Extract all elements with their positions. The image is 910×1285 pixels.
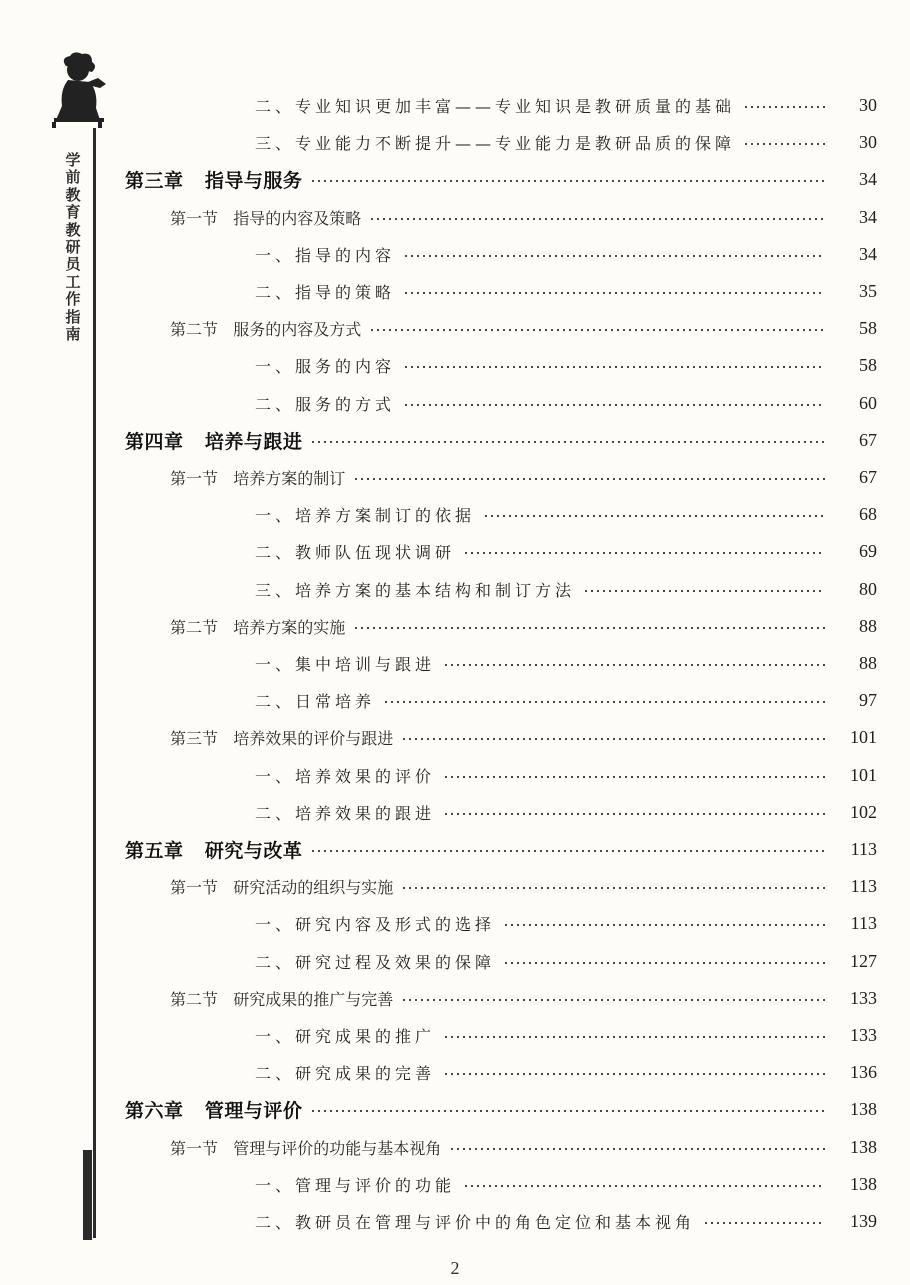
dot-leader	[403, 403, 825, 407]
toc-entry-title: 第五章 研究与改革	[125, 839, 303, 862]
toc-page-number: 34	[859, 243, 877, 264]
toc-page-number: 88	[859, 652, 877, 673]
toc-section	[0, 1130, 910, 1164]
toc-section	[0, 869, 910, 903]
toc-section	[0, 720, 910, 754]
dot-leader	[369, 217, 825, 221]
dot-leader	[463, 551, 825, 555]
toc-page-number: 69	[859, 540, 877, 561]
toc-page-number: 139	[850, 1210, 877, 1231]
toc-section	[0, 460, 910, 494]
toc-page-number: 102	[850, 801, 877, 822]
toc-page-number: 68	[859, 503, 877, 524]
dot-leader	[449, 1147, 825, 1151]
dot-leader	[403, 365, 825, 369]
dot-leader	[443, 663, 825, 667]
toc-page-number: 138	[850, 1173, 877, 1194]
toc-entry-title: 第三章 指导与服务	[125, 169, 303, 192]
toc-entry-title: 二、指导的策略	[255, 282, 396, 302]
toc-page-number: 35	[859, 280, 877, 301]
toc-section	[0, 200, 910, 234]
toc-item	[0, 348, 910, 382]
toc-section	[0, 311, 910, 345]
dot-leader	[403, 254, 825, 258]
toc-page-number: 97	[859, 689, 877, 710]
dot-leader	[310, 179, 825, 183]
toc-entry-title: 二、日常培养	[255, 691, 376, 711]
toc-page-number: 138	[850, 1098, 877, 1119]
toc-page-number: 30	[859, 131, 877, 152]
dot-leader	[401, 886, 825, 890]
toc-item	[0, 534, 910, 568]
toc-page-number: 67	[859, 429, 877, 450]
toc-entry-title: 第三节 培养效果的评价与跟进	[170, 728, 394, 748]
toc-item	[0, 1018, 910, 1052]
toc-chapter	[0, 832, 910, 866]
toc-entry-title: 一、研究成果的推广	[255, 1026, 436, 1046]
toc-item	[0, 274, 910, 308]
toc-entry-title: 第二节 培养方案的实施	[170, 617, 346, 637]
toc-section	[0, 981, 910, 1015]
toc-page-number: 60	[859, 392, 877, 413]
toc-entry-title: 二、研究成果的完善	[255, 1063, 436, 1083]
toc-page-number: 133	[850, 1024, 877, 1045]
book-title: 学前教育教研员工作指南	[65, 151, 81, 344]
toc-page-number: 136	[850, 1061, 877, 1082]
toc-entry-title: 第一节 研究活动的组织与实施	[170, 877, 394, 897]
toc-entry-title: 第一节 指导的内容及策略	[170, 208, 362, 228]
dot-leader	[353, 477, 825, 481]
toc-chapter	[0, 423, 910, 457]
dot-leader	[383, 700, 825, 704]
toc-page-number: 133	[850, 987, 877, 1008]
toc-section	[0, 609, 910, 643]
toc-item	[0, 906, 910, 940]
dot-leader	[310, 1109, 825, 1113]
toc-item	[0, 1167, 910, 1201]
toc-item	[0, 88, 910, 122]
toc-entry-title: 二、服务的方式	[255, 394, 396, 414]
toc-page-number: 88	[859, 615, 877, 636]
toc-item	[0, 1204, 910, 1238]
toc-page-number: 58	[859, 354, 877, 375]
dot-leader	[503, 961, 825, 965]
toc-entry-title: 三、专业能力不断提升——专业能力是教研品质的保障	[255, 133, 736, 153]
toc-page-number: 30	[859, 94, 877, 115]
toc-page-number: 34	[859, 206, 877, 227]
toc-item	[0, 572, 910, 606]
toc-item	[0, 646, 910, 680]
toc-item	[0, 683, 910, 717]
toc-entry-title: 二、研究过程及效果的保障	[255, 952, 496, 972]
toc-entry-title: 第四章 培养与跟进	[125, 430, 303, 453]
dot-leader	[310, 849, 825, 853]
dot-leader	[401, 737, 825, 741]
dot-leader	[443, 1035, 825, 1039]
dot-leader	[463, 1184, 825, 1188]
toc-page-number: 101	[850, 726, 877, 747]
toc-entry-title: 一、集中培训与跟进	[255, 654, 436, 674]
toc-entry-title: 三、培养方案的基本结构和制订方法	[255, 580, 576, 600]
toc-page-number: 113	[850, 912, 877, 933]
toc-entry-title: 二、专业知识更加丰富——专业知识是教研质量的基础	[255, 96, 736, 116]
toc-entry-title: 一、培养效果的评价	[255, 766, 436, 786]
dot-leader	[443, 1072, 825, 1076]
dot-leader	[443, 812, 825, 816]
toc-item	[0, 758, 910, 792]
toc-item	[0, 125, 910, 159]
toc-entry-title: 一、研究内容及形式的选择	[255, 914, 496, 934]
toc-chapter	[0, 1092, 910, 1126]
dot-leader	[483, 514, 825, 518]
dot-leader	[443, 775, 825, 779]
toc-entry-title: 第二节 服务的内容及方式	[170, 319, 362, 339]
toc-entry-title: 第六章 管理与评价	[125, 1099, 303, 1122]
toc-entry-title: 第一节 管理与评价的功能与基本视角	[170, 1138, 442, 1158]
dot-leader	[401, 998, 825, 1002]
dot-leader	[583, 589, 825, 593]
toc-item	[0, 386, 910, 420]
dot-leader	[353, 626, 825, 630]
toc-item	[0, 497, 910, 531]
toc-page-number: 113	[850, 875, 877, 896]
toc-item	[0, 237, 910, 271]
toc-page-number: 138	[850, 1136, 877, 1157]
page-number: 2	[450, 1258, 460, 1278]
toc-entry-title: 一、指导的内容	[255, 245, 396, 265]
toc-entry-title: 一、服务的内容	[255, 356, 396, 376]
toc-page-number: 101	[850, 764, 877, 785]
dot-leader	[310, 440, 825, 444]
toc-entry-title: 二、教研员在管理与评价中的角色定位和基本视角	[255, 1212, 696, 1232]
toc-entry-title: 一、培养方案制订的依据	[255, 505, 476, 525]
toc-item	[0, 1055, 910, 1089]
toc-page-number: 113	[850, 838, 877, 859]
toc-page-number: 127	[850, 950, 877, 971]
toc-item	[0, 795, 910, 829]
toc-page-number: 34	[859, 168, 877, 189]
toc-entry-title: 一、管理与评价的功能	[255, 1175, 456, 1195]
toc-entry-title: 第二节 研究成果的推广与完善	[170, 989, 394, 1009]
dot-leader	[369, 328, 825, 332]
toc-entry-title: 二、培养效果的跟进	[255, 803, 436, 823]
toc-item	[0, 944, 910, 978]
toc-page-number: 80	[859, 578, 877, 599]
dot-leader	[743, 142, 825, 146]
toc-page-number: 67	[859, 466, 877, 487]
dot-leader	[703, 1221, 825, 1225]
toc-page-number: 58	[859, 317, 877, 338]
dot-leader	[503, 923, 825, 927]
dot-leader	[743, 105, 825, 109]
dot-leader	[403, 291, 825, 295]
toc-entry-title: 第一节 培养方案的制订	[170, 468, 346, 488]
toc-chapter	[0, 162, 910, 196]
toc-entry-title: 二、教师队伍现状调研	[255, 542, 456, 562]
